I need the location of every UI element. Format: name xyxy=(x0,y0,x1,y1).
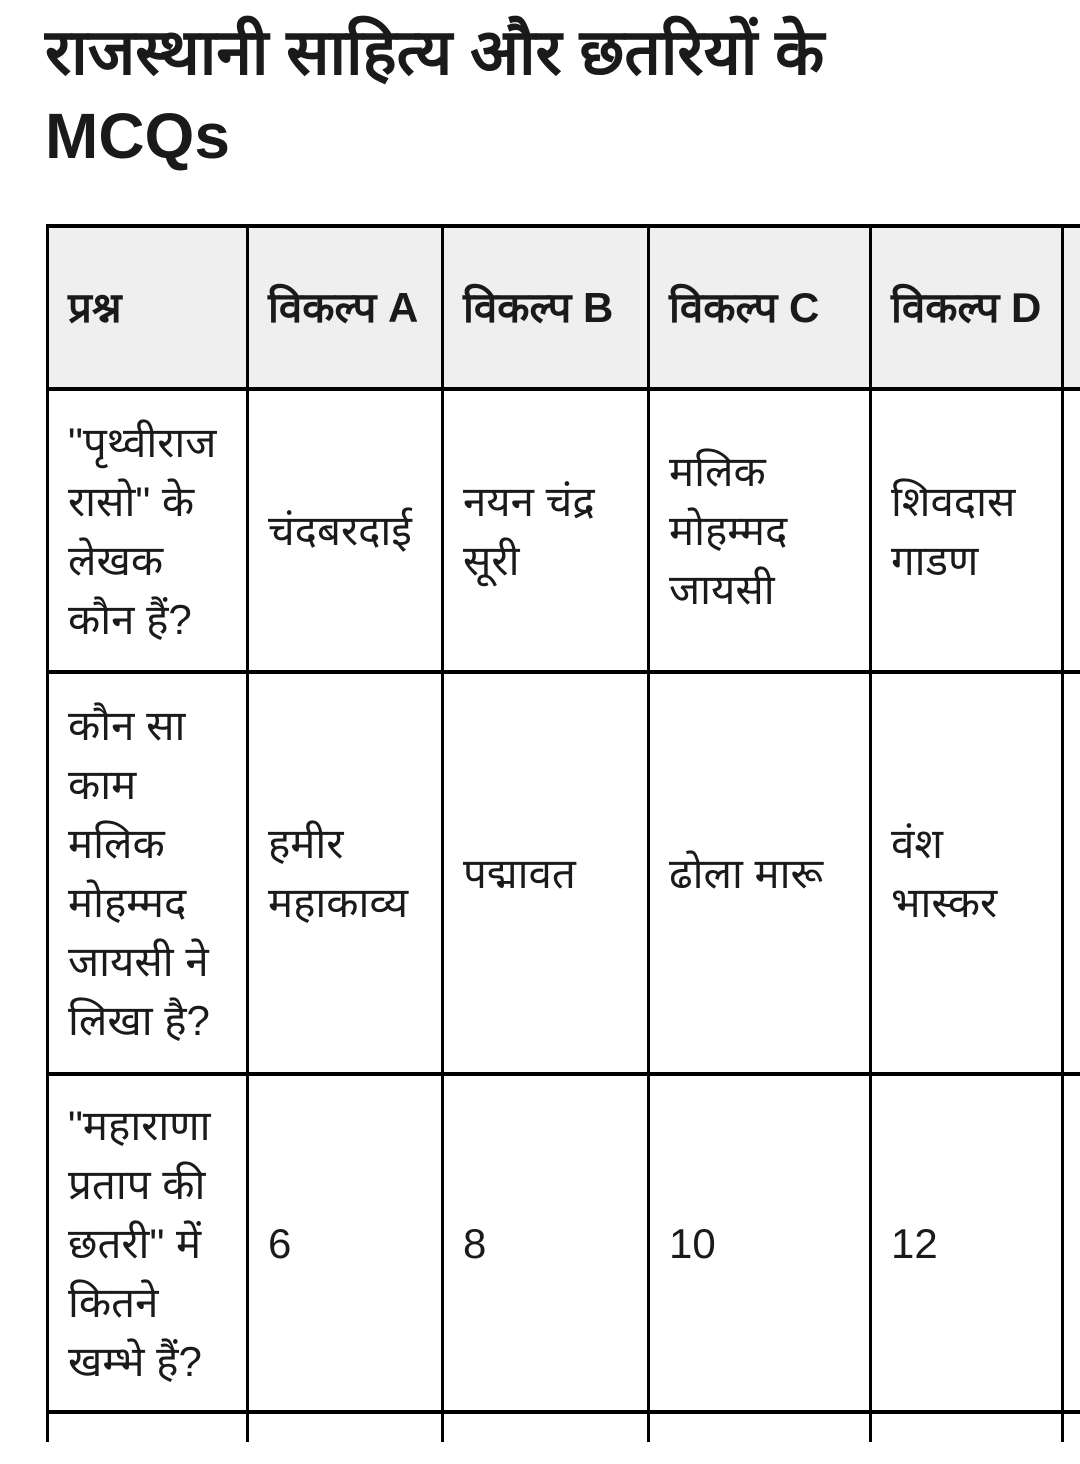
option-c-cell: मलिक मोहम्मद जायसी xyxy=(649,389,871,672)
page-title: राजस्थानी साहित्य और छतरियों के MCQs xyxy=(45,10,1015,178)
extra-cell-clipped xyxy=(1063,389,1080,672)
table-row xyxy=(48,1074,1080,1412)
option-b-cell: 8 xyxy=(443,1074,649,1412)
option-d-cell: 12 xyxy=(871,1074,1063,1412)
table-row xyxy=(48,389,1080,672)
option-b-cell: नयन चंद्र सूरी xyxy=(443,389,649,672)
option-d-cell xyxy=(871,1412,1063,1442)
option-d-cell: वंश भास्कर xyxy=(871,672,1063,1074)
mcq-table-container xyxy=(46,224,1080,1442)
extra-cell-clipped xyxy=(1063,672,1080,1074)
extra-cell-clipped xyxy=(1063,1412,1080,1442)
question-cell: "पृथ्वीराज रासो" के लेखक कौन हैं? xyxy=(48,389,248,672)
option-a-cell: हमीर महाकाव्य xyxy=(248,672,443,1074)
option-a-cell: चंदबरदाई xyxy=(248,389,443,672)
option-a-cell: 6 xyxy=(248,1074,443,1412)
option-b-cell xyxy=(443,1412,649,1442)
option-c-cell: ढोला मारू xyxy=(649,672,871,1074)
question-cell xyxy=(48,1412,248,1442)
option-b-cell: पद्मावत xyxy=(443,672,649,1074)
question-cell: कौन सा काम मलिक मोहम्मद जायसी ने लिखा है? xyxy=(48,672,248,1074)
header-option-d: विकल्प D xyxy=(871,226,1063,389)
table-row xyxy=(48,672,1080,1074)
option-a-cell xyxy=(248,1412,443,1442)
option-c-cell: 10 xyxy=(649,1074,871,1412)
option-c-cell xyxy=(649,1412,871,1442)
page xyxy=(0,10,1080,1442)
table-row-partial-clipped xyxy=(48,1412,1080,1442)
header-option-b: विकल्प B xyxy=(443,226,649,389)
extra-cell-clipped xyxy=(1063,1074,1080,1412)
mcq-table xyxy=(46,224,1080,1442)
header-question: प्रश्न xyxy=(48,226,248,389)
header-option-a: विकल्प A xyxy=(248,226,443,389)
table-header-row xyxy=(48,226,1080,389)
header-extra-clipped xyxy=(1063,226,1080,389)
option-d-cell: शिवदास गाडण xyxy=(871,389,1063,672)
question-cell: "महाराणा प्रताप की छतरी" में कितने खम्भे हैं? xyxy=(48,1074,248,1412)
header-option-c: विकल्प C xyxy=(649,226,871,389)
